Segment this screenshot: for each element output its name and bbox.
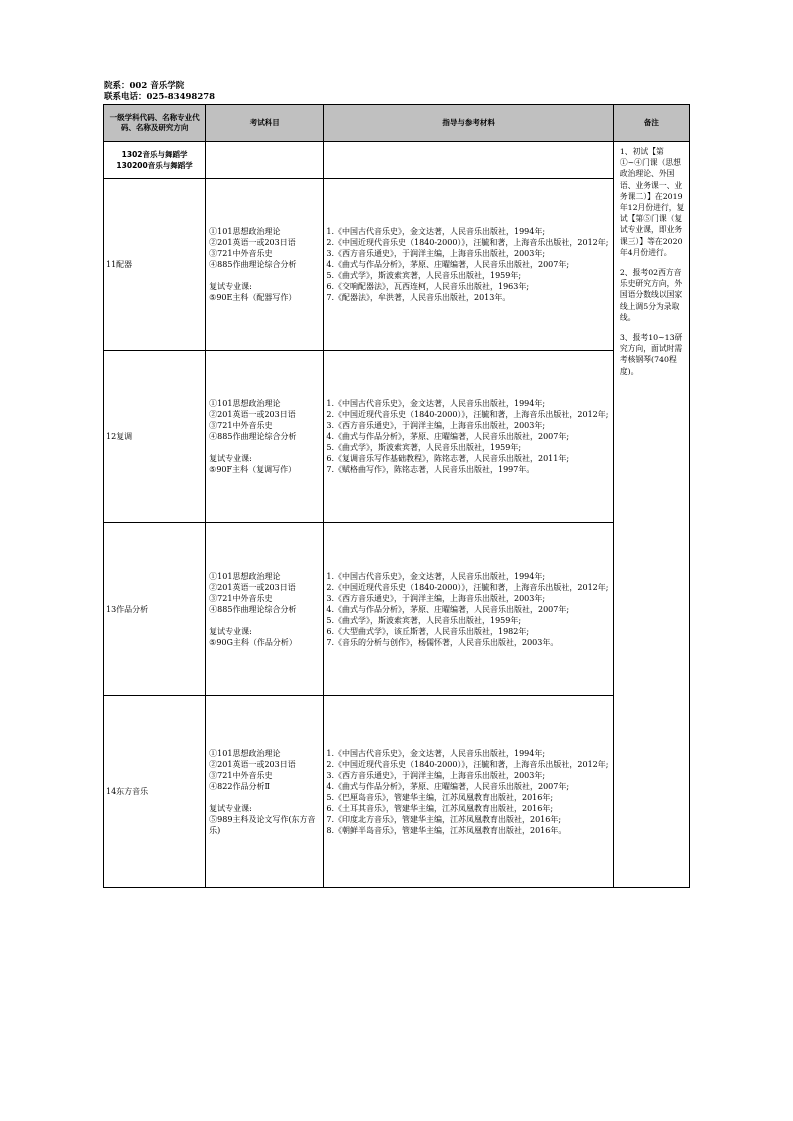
retest-label: 复试专业课: xyxy=(209,282,252,291)
direction-cell: 11配器 xyxy=(104,179,206,351)
subjects-cell xyxy=(206,523,324,696)
reference-item: 2.《中国近现代音乐史（1840-2000）》，汪毓和著，上海音乐出版社，2012年; xyxy=(326,238,609,247)
reference-item: 1.《中国古代音乐史》，金文达著，人民音乐出版社，1994年; xyxy=(326,399,546,408)
note-item: 1、初试【第①~④门课（思想政治理论、外国语、业务课一、业务课二）】在2019年12月份进行，复试【第⑤门课（复试专业课，即业务课三）】等在2020年4月份进行。 xyxy=(619,147,685,257)
reference-item: 2.《中国近现代音乐史（1840-2000）》，汪毓和著，上海音乐出版社，2012年; xyxy=(326,759,609,769)
phone-label: 联系电话：025-83498278 xyxy=(104,92,216,102)
department-label: 院系：002 音乐学院 xyxy=(104,81,185,91)
subject-item: ①101思想政治理论 xyxy=(209,399,281,408)
reference-item: 3.《西方音乐通史》，于润洋主编，上海音乐出版社，2003年; xyxy=(326,593,546,603)
table-row xyxy=(104,696,690,888)
subject-item: ②201英语一或203日语 xyxy=(209,238,296,247)
reference-item: 7.《赋格曲写作》，陈铭志著，人民音乐出版社，1997年。 xyxy=(326,465,535,474)
subject-item: ①101思想政治理论 xyxy=(209,748,281,758)
table-header-row xyxy=(104,105,690,142)
reference-item: 3.《西方音乐通史》，于润洋主编，上海音乐出版社，2003年; xyxy=(326,770,546,780)
references-cell xyxy=(324,351,613,523)
retest-subject: ⑤989主科及论文写作(东方音乐) xyxy=(209,814,316,835)
references-cell xyxy=(324,696,613,888)
retest-label: 复试专业课: xyxy=(209,803,252,813)
notes-cell xyxy=(613,142,689,888)
subject-item: ②201英语一或203日语 xyxy=(209,759,296,769)
table-row xyxy=(104,523,690,696)
retest-subject: ⑤90E主科（配器写作） xyxy=(209,293,297,302)
empty-cell xyxy=(206,142,324,179)
reference-item: 8.《朝鲜半岛音乐》，管建华主编，江苏凤凰教育出版社，2016年。 xyxy=(326,825,567,835)
reference-item: 4.《曲式与作品分析》，茅原、庄曜编著，人民音乐出版社，2007年; xyxy=(326,604,570,614)
empty-cell xyxy=(324,142,613,179)
table-row xyxy=(104,351,690,523)
reference-item: 6.《复调音乐写作基础教程》，陈铭志著，人民音乐出版社，2011年; xyxy=(326,454,570,463)
subject-item: ③721中外音乐史 xyxy=(209,770,273,780)
col-header-references: 指导与参考材料 xyxy=(324,105,613,142)
col-header-subjects: 考试科目 xyxy=(206,105,324,142)
reference-item: 2.《中国近现代音乐史（1840-2000）》，汪毓和著，上海音乐出版社，2012年; xyxy=(326,410,609,419)
category-line2: 130200音乐与舞蹈学 xyxy=(116,161,193,170)
exam-table xyxy=(103,104,690,888)
reference-item: 4.《曲式与作品分析》，茅原、庄曜编著，人民音乐出版社，2007年; xyxy=(326,260,570,269)
subject-item: ④822作品分析Ⅱ xyxy=(209,781,270,791)
category-line1: 1302音乐与舞蹈学 xyxy=(121,150,188,159)
subjects-cell xyxy=(206,179,324,351)
reference-item: 6.《大型曲式学》，该丘斯著，人民音乐出版社，1982年; xyxy=(326,626,530,636)
subject-item: ②201英语一或203日语 xyxy=(209,582,296,592)
subjects-cell xyxy=(206,351,324,523)
reference-item: 1.《中国古代音乐史》，金文达著，人民音乐出版社，1994年; xyxy=(326,748,546,758)
reference-item: 6.《交响配器法》，瓦西连柯，人民音乐出版社，1963年; xyxy=(326,282,530,291)
references-cell xyxy=(324,523,613,696)
retest-subject: ⑤90G主科（作品分析） xyxy=(209,637,297,647)
retest-label: 复试专业课: xyxy=(209,626,252,636)
retest-subject: ⑤90F主科（复调写作） xyxy=(209,465,297,474)
subject-item: ②201英语一或203日语 xyxy=(209,410,296,419)
subject-item: ④885作曲理论综合分析 xyxy=(209,260,297,269)
reference-item: 5.《巴厘岛音乐》，管建华主编，江苏凤凰教育出版社，2016年; xyxy=(326,792,554,802)
reference-item: 7.《印度北方音乐》，管建华主编，江苏凤凰教育出版社，2016年; xyxy=(326,814,562,824)
reference-item: 4.《曲式与作品分析》，茅原、庄曜编著，人民音乐出版社，2007年; xyxy=(326,432,570,441)
reference-item: 1.《中国古代音乐史》，金文达著，人民音乐出版社，1994年; xyxy=(326,227,546,236)
subject-item: ①101思想政治理论 xyxy=(209,227,281,236)
reference-item: 4.《曲式与作品分析》，茅原、庄曜编著，人民音乐出版社，2007年; xyxy=(326,781,570,791)
note-item: 3、报考10~13研究方向，面试时需考核钢琴(740程度)。 xyxy=(619,333,683,376)
references-cell xyxy=(324,179,613,351)
subject-item: ①101思想政治理论 xyxy=(209,571,281,581)
category-row xyxy=(104,142,690,179)
subject-item: ④885作曲理论综合分析 xyxy=(209,604,297,614)
reference-item: 1.《中国古代音乐史》，金文达著，人民音乐出版社，1994年; xyxy=(326,571,546,581)
reference-item: 7.《音乐的分析与创作》，杨儒怀著，人民音乐出版社，2003年。 xyxy=(326,637,559,647)
reference-item: 6.《土耳其音乐》，管建华主编，江苏凤凰教育出版社，2016年; xyxy=(326,803,554,813)
subject-item: ③721中外音乐史 xyxy=(209,421,273,430)
reference-item: 5.《曲式学》，斯波索宾著，人民音乐出版社，1959年; xyxy=(326,615,522,625)
reference-item: 5.《曲式学》，斯波索宾著，人民音乐出版社，1959年; xyxy=(326,271,522,280)
page-header xyxy=(104,81,215,103)
table-row xyxy=(104,179,690,351)
note-item: 2、报考02西方音乐史研究方向，外国语分数线以国家线上调5分为录取线。 xyxy=(619,268,683,322)
subject-item: ③721中外音乐史 xyxy=(209,593,273,603)
col-header-notes: 备注 xyxy=(613,105,689,142)
subjects-cell xyxy=(206,696,324,888)
reference-item: 5.《曲式学》，斯波索宾著，人民音乐出版社，1959年; xyxy=(326,443,522,452)
direction-cell: 12复调 xyxy=(104,351,206,523)
direction-cell: 14东方音乐 xyxy=(104,696,206,888)
category-cell xyxy=(104,142,206,179)
reference-item: 3.《西方音乐通史》，于润洋主编，上海音乐出版社，2003年; xyxy=(326,249,546,258)
reference-item: 2.《中国近现代音乐史（1840-2000）》，汪毓和著，上海音乐出版社，2012年; xyxy=(326,582,609,592)
col-header-direction: 一级学科代码、名称专业代码、名称及研究方向 xyxy=(104,105,206,142)
subject-item: ④885作曲理论综合分析 xyxy=(209,432,297,441)
subject-item: ③721中外音乐史 xyxy=(209,249,273,258)
retest-label: 复试专业课: xyxy=(209,454,252,463)
reference-item: 7.《配器法》，牟洪著，人民音乐出版社，2013年。 xyxy=(326,293,511,302)
direction-cell: 13作品分析 xyxy=(104,523,206,696)
reference-item: 3.《西方音乐通史》，于润洋主编，上海音乐出版社，2003年; xyxy=(326,421,546,430)
